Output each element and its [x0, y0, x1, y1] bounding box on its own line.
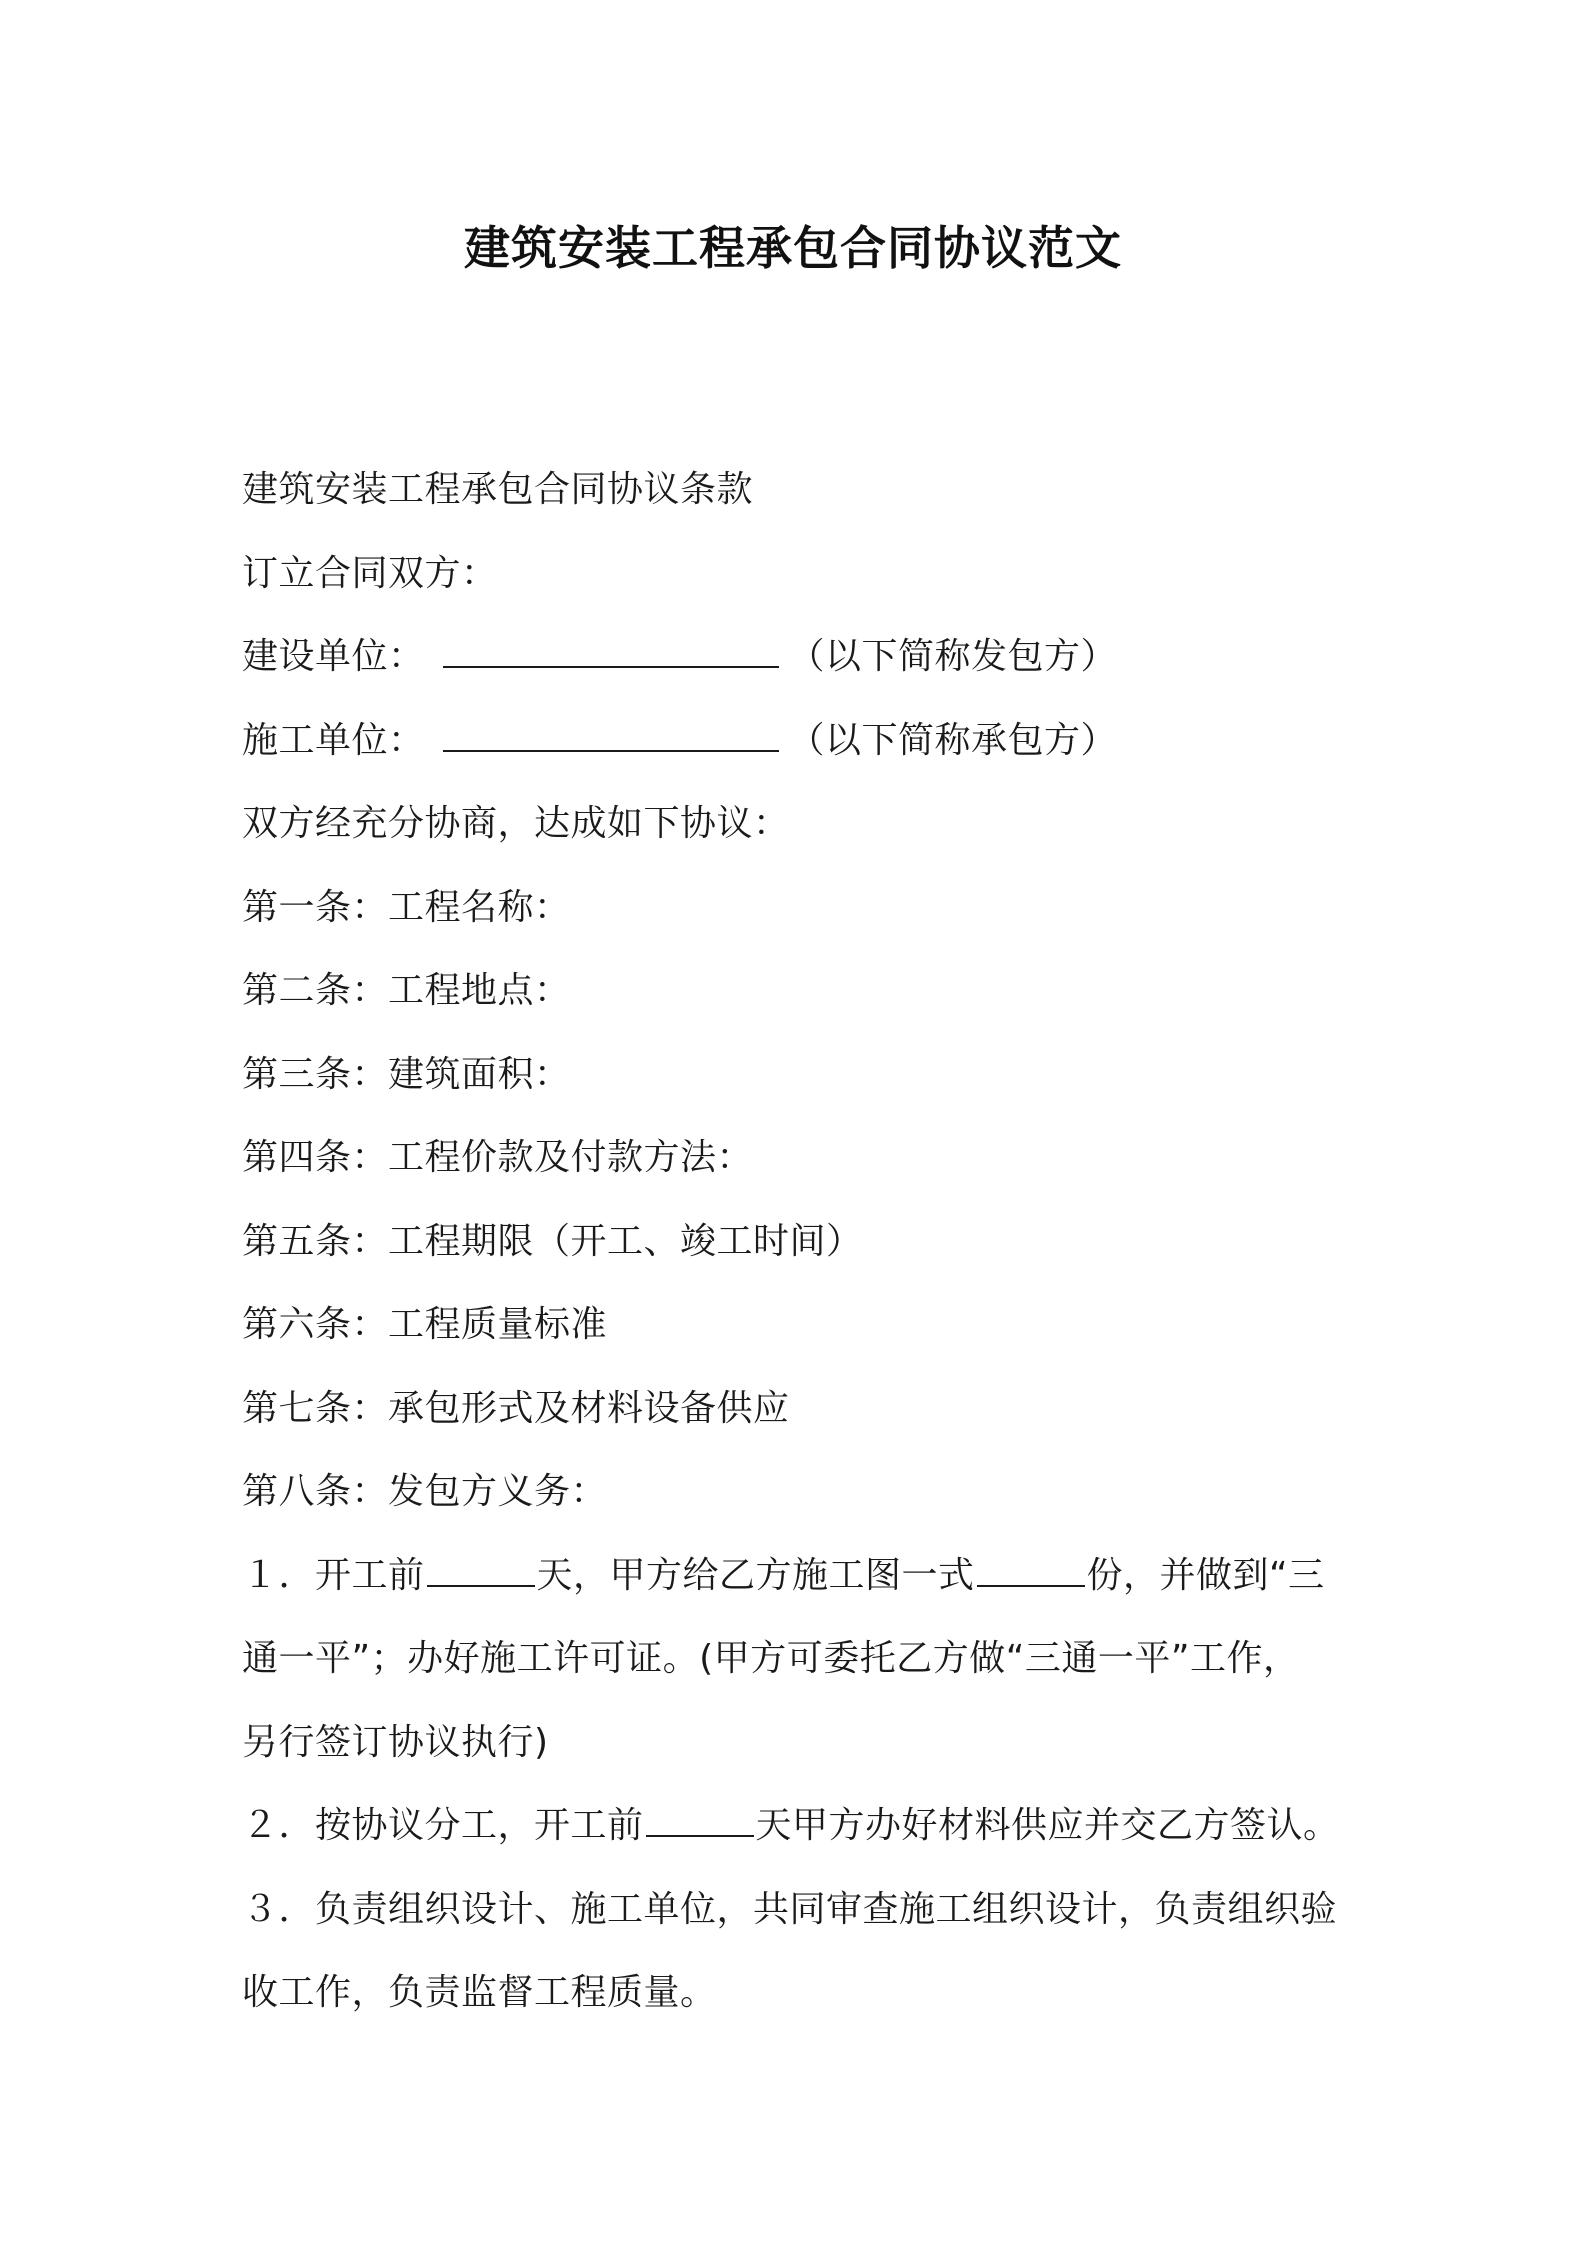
agreement-intro: 双方经充分协商，达成如下协议： — [242, 803, 790, 844]
document-title: 建筑安装工程承包合同协议范文 — [464, 221, 1122, 275]
section-heading: 建筑安装工程承包合同协议条款 — [242, 469, 754, 510]
item-1-part-3: 份，并做到“三 — [1086, 1554, 1325, 1596]
item-2-part-2: 天甲方办好材料供应并交乙方签认。 — [755, 1805, 1340, 1846]
article-8: 第八条：发包方义务： — [242, 1471, 608, 1512]
party-a-suffix: （以下简称发包方） — [788, 636, 1118, 677]
article-7: 第七条：承包形式及材料设备供应 — [242, 1387, 790, 1429]
article-2: 第二条：工程地点： — [242, 970, 571, 1011]
item-1-part-2: 天，甲方给乙方施工图一式 — [536, 1554, 975, 1596]
item-1-part-1: １．开工前 — [242, 1554, 425, 1596]
document-body — [242, 448, 1352, 2035]
item-2-days-blank — [646, 1805, 754, 1837]
party-a-blank — [443, 636, 779, 668]
party-b-blank — [443, 720, 779, 752]
item-2-line — [242, 1784, 1352, 1868]
item-2-part-1: ２．按协议分工，开工前 — [242, 1805, 644, 1846]
party-b-label: 施工单位： — [242, 719, 425, 761]
article-4: 第四条：工程价款及付款方法： — [242, 1137, 754, 1178]
party-b-line — [242, 699, 1352, 783]
item-3-line-1: ３．负责组织设计、施工单位，共同审查施工组织设计，负责组织验 — [242, 1888, 1338, 1930]
party-a-line — [242, 615, 1352, 699]
item-1-days-blank — [427, 1555, 535, 1587]
item-1-copies-blank — [977, 1555, 1085, 1587]
party-b-suffix: （以下简称承包方） — [788, 719, 1118, 761]
parties-intro: 订立合同双方： — [242, 552, 498, 594]
article-3: 第三条：建筑面积： — [242, 1053, 571, 1095]
article-1: 第一条：工程名称： — [242, 886, 571, 928]
item-1-line-3: 另行签订协议执行) — [242, 1721, 549, 1763]
article-5: 第五条：工程期限（开工、竣工时间） — [242, 1220, 863, 1262]
article-6: 第六条：工程质量标准 — [242, 1304, 608, 1345]
item-3-line-2: 收工作，负责监督工程质量。 — [242, 1972, 717, 2013]
item-1-line-2: 通一平”；办好施工许可证。(甲方可委托乙方做“三通一平”工作， — [242, 1638, 1300, 1679]
party-a-label: 建设单位： — [242, 636, 425, 677]
item-1-line-1 — [242, 1534, 1352, 1618]
